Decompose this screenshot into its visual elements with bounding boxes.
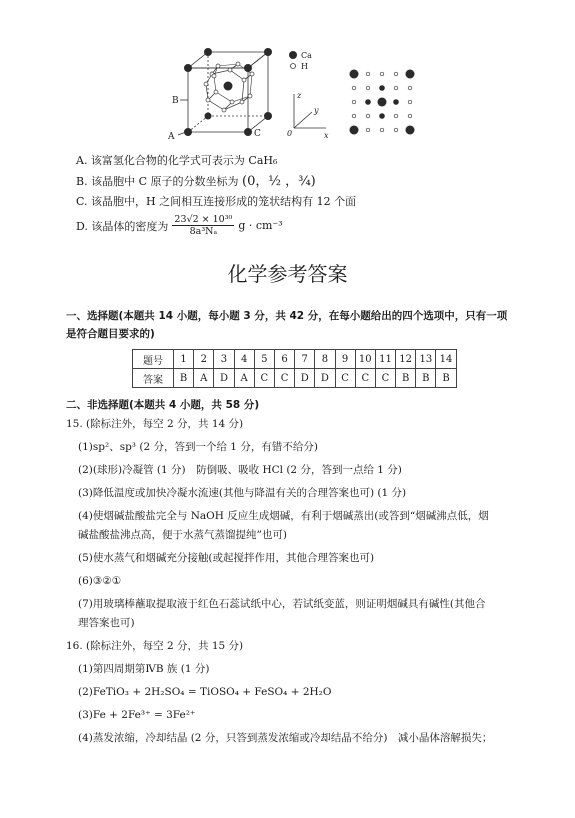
table-cell: C — [355, 369, 375, 388]
table-row-answers — [133, 369, 457, 388]
crystal-figures — [160, 40, 430, 150]
legend-ca: Ca — [301, 51, 312, 60]
density-numerator: 23√2 × 10³⁰ — [174, 214, 233, 225]
section1-line2: 是符合题目要求的) — [66, 328, 155, 340]
label-a: A — [168, 132, 175, 142]
q15-part7-line1: (7)用玻璃棒蘸取提取液于红色石蕊试纸中心，若试纸变蓝，则证明烟碱具有碱性(其他合 — [78, 598, 486, 610]
q15-part4-line1: (4)使烟碱盐酸盐完全与 NaOH 反应生成烟碱，有利于烟碱蒸出(或答到“烟碱沸点低，烟 — [78, 510, 489, 522]
density-fraction — [172, 214, 234, 237]
q15-part6: (6)③②① — [78, 575, 122, 587]
option-d — [76, 214, 283, 237]
table-cell: A — [194, 369, 214, 388]
table-cell: 9 — [335, 350, 355, 369]
q15-part4-line2: 碱盐酸盐沸点高，便于水蒸气蒸馏提纯”也可) — [78, 529, 287, 541]
table-cell: 6 — [274, 350, 294, 369]
label-c: C — [254, 129, 261, 139]
answer-table — [132, 349, 457, 388]
option-d-prefix: D. 该晶体的密度为 — [76, 219, 169, 233]
density-denominator: 8a³Nₐ — [189, 226, 218, 237]
q16-part2: (2)FeTiO₃ + 2H₂SO₄ = TiOSO₄ + FeSO₄ + 2H₂O — [78, 686, 332, 698]
q16-part3: (3)Fe + 2Fe³⁺ = 3Fe²⁺ — [78, 709, 196, 721]
q15-part5: (5)使水蒸气和烟碱充分接触(或起搅拌作用，其他合理答案也可) — [78, 552, 375, 564]
option-c: C. 该晶胞中，H 之间相互连接形成的笼状结构有 12 个面 — [76, 195, 357, 208]
table-cell: 4 — [234, 350, 254, 369]
option-b — [76, 170, 316, 189]
axis-x: x — [324, 131, 329, 140]
section2-heading: 二、非选择题(本题共 4 小题，共 58 分) — [66, 399, 260, 411]
h-legend-dot — [291, 64, 296, 69]
axis-y: y — [314, 106, 319, 115]
q15-heading: 15. (除标注外，每空 2 分，共 14 分) — [66, 418, 244, 430]
table-cell: 3 — [214, 350, 234, 369]
table-cell: 10 — [355, 350, 375, 369]
table-cell: 5 — [254, 350, 274, 369]
table-cell: C — [335, 369, 355, 388]
row-header-number: 题号 — [133, 350, 174, 369]
label-b: B — [172, 96, 179, 106]
page-title: 化学参考答案 — [227, 262, 348, 286]
table-row-numbers — [133, 350, 457, 369]
axis-z: z — [297, 91, 302, 100]
table-cell: 11 — [375, 350, 395, 369]
q15-part1: (1)sp²、sp³ (2 分，答到一个给 1 分，有错不给分) — [78, 441, 318, 453]
option-a: A. 该富氢化合物的化学式可表示为 CaH₆ — [76, 154, 278, 167]
density-unit: g · cm⁻³ — [238, 219, 283, 232]
table-cell: 8 — [315, 350, 335, 369]
table-cell: B — [436, 369, 456, 388]
table-cell: A — [234, 369, 254, 388]
q16-part4: (4)蒸发浓缩，冷却结晶 (2 分，只答到蒸发浓缩或冷却结晶不给分) 减小晶体溶解损失； — [78, 732, 493, 744]
table-cell: 7 — [295, 350, 315, 369]
table-cell: C — [254, 369, 274, 388]
table-cell: 13 — [416, 350, 436, 369]
q15-part3: (3)降低温度或加快冷凝水流速(其他与降温有关的合理答案也可) (1 分) — [78, 487, 407, 499]
ca-legend-dot — [289, 51, 297, 59]
table-cell: 14 — [436, 350, 456, 369]
table-cell: D — [295, 369, 315, 388]
table-cell: 2 — [194, 350, 214, 369]
table-cell: D — [315, 369, 335, 388]
table-cell: D — [214, 369, 234, 388]
table-cell: B — [416, 369, 436, 388]
q16-heading: 16. (除标注外，每空 2 分，共 15 分) — [66, 640, 244, 652]
unit-cell-diagram — [188, 52, 268, 132]
section1-line1: 一、选择题(本题共 14 小题，每小题 3 分，共 42 分，在每小题给出的四个选项中，只有一项 — [66, 310, 508, 322]
projection-diagram — [350, 70, 415, 135]
option-b-coords: (0，½ ，¾) — [242, 174, 316, 189]
table-cell: 12 — [396, 350, 416, 369]
q15-part2: (2)(球形)冷凝管 (1 分) 防倒吸、吸收 HCl (2 分，答到一点给 1 分) — [78, 464, 402, 476]
table-cell: B — [396, 369, 416, 388]
q16-part1: (1)第四周期第ⅣB 族 (1 分) — [78, 663, 210, 675]
q15-part7-line2: 理答案也可) — [78, 617, 135, 629]
option-b-prefix: B. 该晶胞中 C 原子的分数坐标为 — [76, 175, 239, 188]
legend-h: H — [301, 62, 308, 71]
table-cell: B — [174, 369, 194, 388]
axis-origin: 0 — [287, 129, 293, 138]
table-cell: 1 — [174, 350, 194, 369]
table-cell: C — [274, 369, 294, 388]
row-header-answer: 答案 — [133, 369, 174, 388]
table-cell: C — [375, 369, 395, 388]
